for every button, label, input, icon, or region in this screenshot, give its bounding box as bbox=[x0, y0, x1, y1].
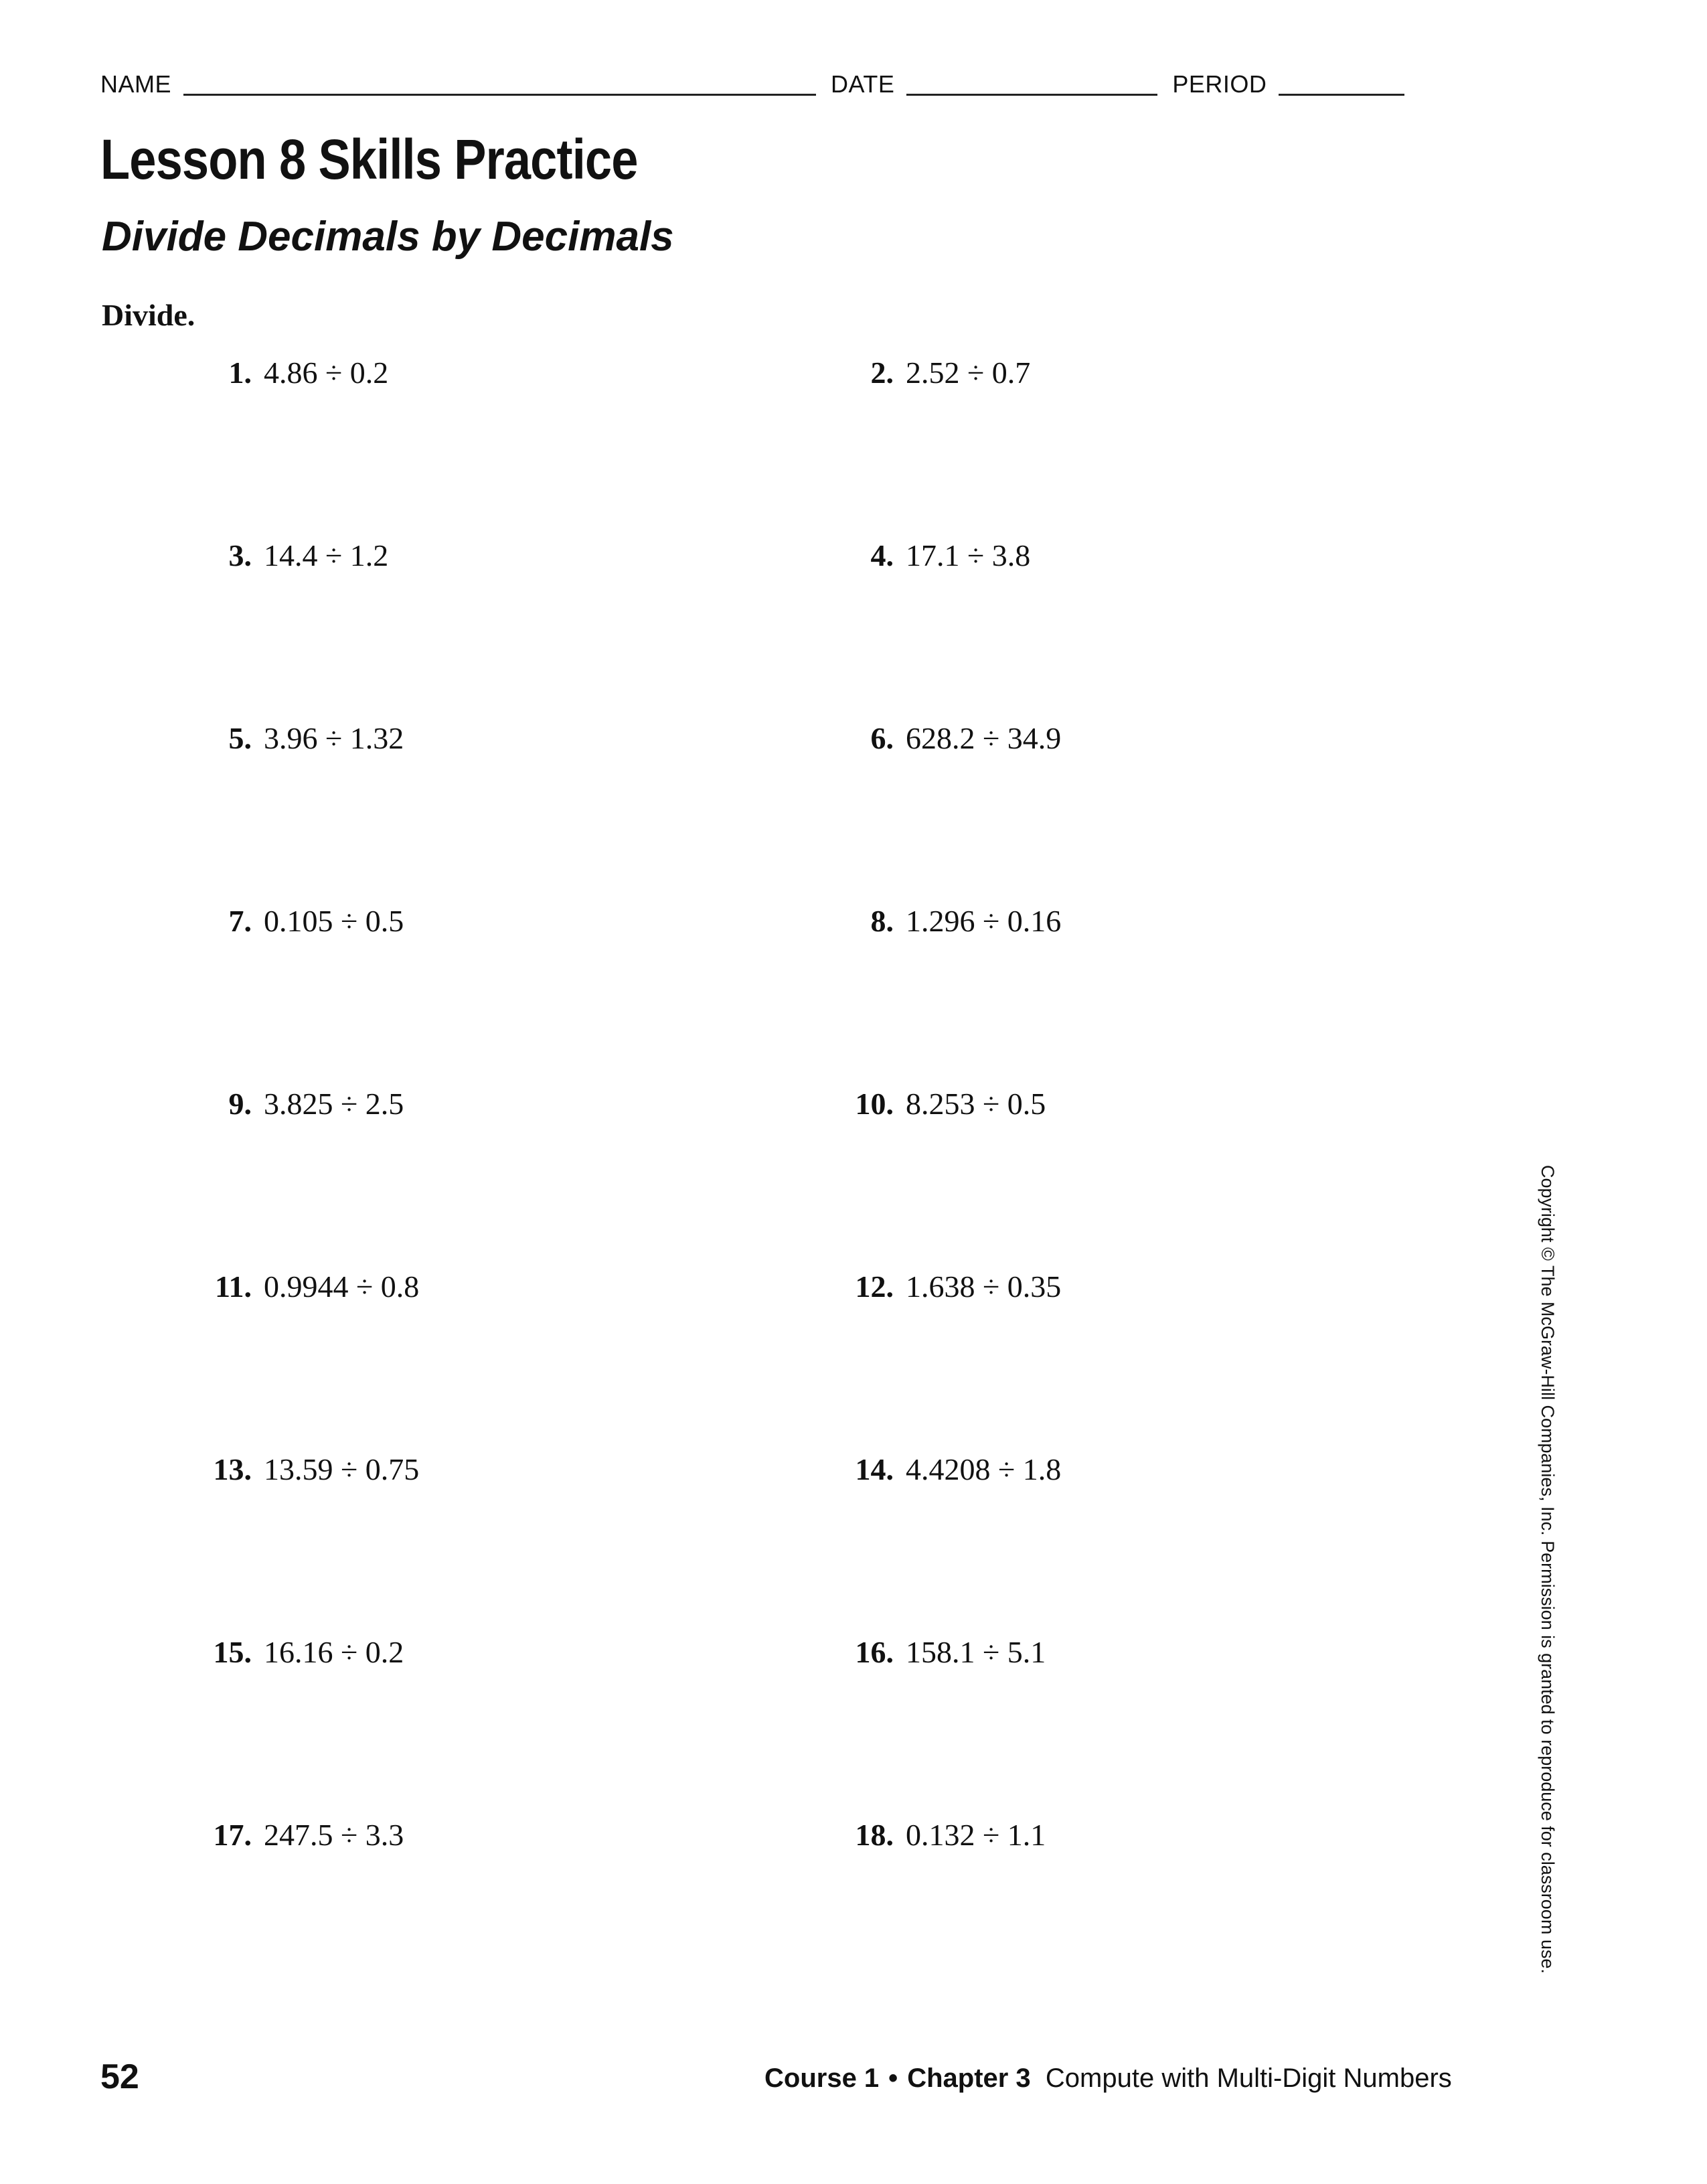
lesson-title: Lesson 8 Skills Practice bbox=[100, 128, 638, 191]
problem-9 bbox=[228, 1086, 404, 1121]
problem-5 bbox=[228, 720, 404, 756]
problem-10 bbox=[855, 1086, 1046, 1121]
bullet-separator: • bbox=[888, 2063, 898, 2093]
problem-expression: 13.59 ÷ 0.75 bbox=[264, 1452, 420, 1486]
problem-number: 4. bbox=[870, 538, 894, 572]
problem-number: 9. bbox=[228, 1087, 252, 1121]
problem-8 bbox=[870, 903, 1062, 939]
problem-number: 5. bbox=[228, 721, 252, 755]
date-blank-line[interactable] bbox=[906, 71, 1157, 96]
problem-13 bbox=[213, 1452, 420, 1487]
problem-number: 14. bbox=[855, 1452, 894, 1486]
problem-number: 10. bbox=[855, 1087, 894, 1121]
problem-expression: 17.1 ÷ 3.8 bbox=[906, 538, 1031, 572]
problem-16 bbox=[855, 1634, 1046, 1670]
problem-expression: 4.4208 ÷ 1.8 bbox=[906, 1452, 1062, 1486]
page-number: 52 bbox=[100, 2057, 139, 2096]
problem-expression: 14.4 ÷ 1.2 bbox=[264, 538, 389, 572]
problem-expression: 628.2 ÷ 34.9 bbox=[906, 721, 1062, 755]
problem-number: 13. bbox=[213, 1452, 252, 1486]
student-info-header bbox=[100, 70, 1404, 98]
problem-expression: 1.638 ÷ 0.35 bbox=[906, 1269, 1062, 1304]
problem-number: 16. bbox=[855, 1635, 894, 1669]
problem-1 bbox=[228, 355, 389, 390]
problem-number: 12. bbox=[855, 1269, 894, 1304]
problem-7 bbox=[228, 903, 404, 939]
problem-expression: 158.1 ÷ 5.1 bbox=[906, 1635, 1046, 1669]
problem-expression: 1.296 ÷ 0.16 bbox=[906, 904, 1062, 938]
name-label: NAME bbox=[100, 70, 172, 98]
directions: Divide. bbox=[102, 298, 195, 332]
problem-11 bbox=[215, 1269, 420, 1304]
problem-number: 18. bbox=[855, 1818, 894, 1852]
problem-12 bbox=[855, 1269, 1062, 1304]
problem-2 bbox=[870, 355, 1031, 390]
problem-number: 8. bbox=[870, 904, 894, 938]
problem-6 bbox=[870, 720, 1062, 756]
problem-expression: 3.96 ÷ 1.32 bbox=[264, 721, 404, 755]
problem-number: 1. bbox=[228, 356, 252, 390]
problem-17 bbox=[213, 1817, 404, 1853]
footer-course: Course 1 bbox=[764, 2063, 880, 2093]
problem-expression: 0.132 ÷ 1.1 bbox=[906, 1818, 1046, 1852]
problem-14 bbox=[855, 1452, 1062, 1487]
problem-expression: 3.825 ÷ 2.5 bbox=[264, 1087, 404, 1121]
problem-number: 6. bbox=[870, 721, 894, 755]
problem-3 bbox=[228, 538, 389, 573]
problem-expression: 8.253 ÷ 0.5 bbox=[906, 1087, 1046, 1121]
problem-4 bbox=[870, 538, 1031, 573]
date-label: DATE bbox=[831, 70, 895, 98]
period-label: PERIOD bbox=[1172, 70, 1267, 98]
problem-number: 11. bbox=[215, 1269, 252, 1304]
copyright-notice: Copyright © The McGraw-Hill Companies, Inc. Permission is granted to reproduce for classroom use. bbox=[1538, 1165, 1558, 1974]
problem-expression: 2.52 ÷ 0.7 bbox=[906, 356, 1031, 390]
problem-18 bbox=[855, 1817, 1046, 1853]
problem-15 bbox=[213, 1634, 404, 1670]
problem-number: 17. bbox=[213, 1818, 252, 1852]
lesson-subtitle: Divide Decimals by Decimals bbox=[102, 214, 674, 260]
problem-number: 2. bbox=[870, 356, 894, 390]
footer-chapter: Chapter 3 bbox=[907, 2063, 1031, 2093]
problem-expression: 16.16 ÷ 0.2 bbox=[264, 1635, 404, 1669]
problem-number: 15. bbox=[213, 1635, 252, 1669]
problem-number: 7. bbox=[228, 904, 252, 938]
problem-expression: 247.5 ÷ 3.3 bbox=[264, 1818, 404, 1852]
footer-topic: Compute with Multi-Digit Numbers bbox=[1045, 2063, 1452, 2093]
period-blank-line[interactable] bbox=[1279, 71, 1404, 96]
name-blank-line[interactable] bbox=[183, 71, 816, 96]
problem-expression: 4.86 ÷ 0.2 bbox=[264, 356, 389, 390]
problem-expression: 0.105 ÷ 0.5 bbox=[264, 904, 404, 938]
footer-course-info bbox=[764, 2063, 1452, 2094]
problem-expression: 0.9944 ÷ 0.8 bbox=[264, 1269, 420, 1304]
problem-number: 3. bbox=[228, 538, 252, 572]
